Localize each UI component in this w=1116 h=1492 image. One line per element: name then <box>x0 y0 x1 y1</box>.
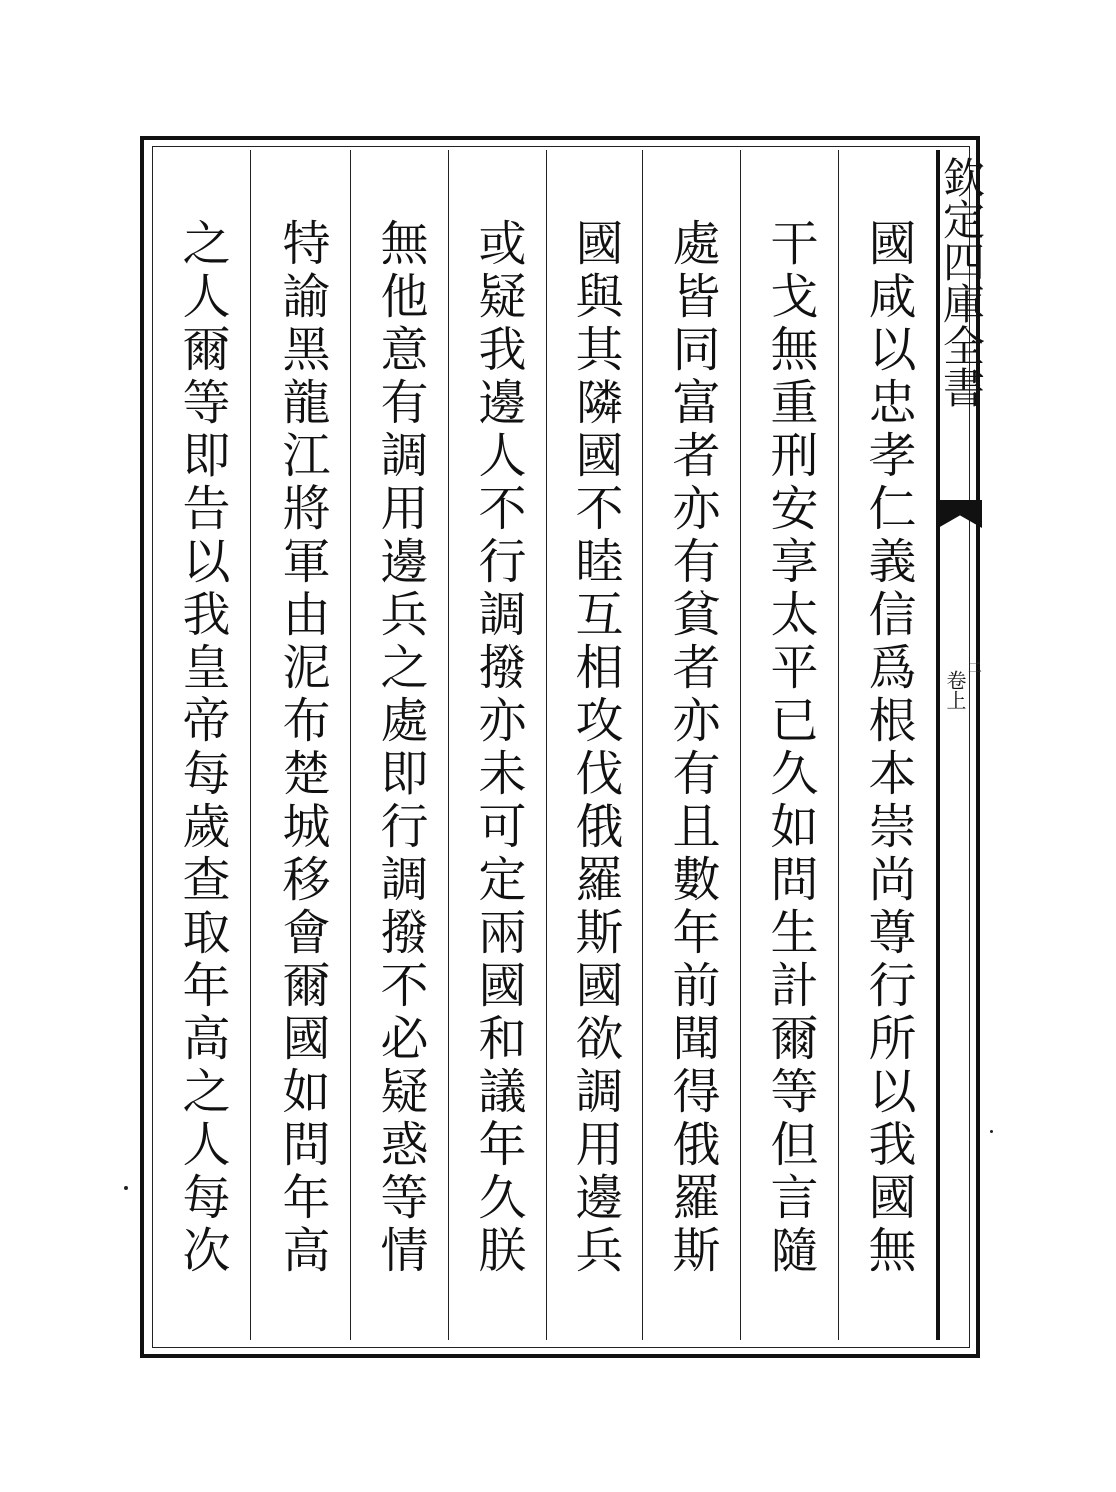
column-divider <box>740 150 741 1340</box>
text-column-4: 國與其隣國不睦互相攻伐俄羅斯國欲調用邊兵 <box>567 218 623 1278</box>
text-column-6: 無他意有調用邊兵之處即行調撥不必疑惑等情 <box>372 218 428 1278</box>
book-title: 欽定四庫全書 <box>937 156 986 408</box>
column-divider <box>546 150 547 1340</box>
column-divider <box>642 150 643 1340</box>
ink-speck <box>990 1130 993 1133</box>
margin-column <box>936 150 984 1340</box>
page-frame <box>140 136 980 1358</box>
juan-label: 卷上 <box>943 670 967 710</box>
text-column-2: 干戈無重刑安享太平已久如問生計爾等但言隨 <box>762 218 818 1278</box>
fish-tail-mark <box>938 500 982 528</box>
column-divider <box>250 150 251 1340</box>
text-column-3: 處皆同富者亦有貧者亦有且數年前聞得俄羅斯 <box>664 218 720 1278</box>
text-column-5: 或疑我邊人不行調撥亦未可定兩國和議年久朕 <box>470 218 526 1278</box>
column-divider <box>448 150 449 1340</box>
text-column-7: 特諭黑龍江將軍由泥布楚城移會爾國如問年高 <box>274 218 330 1278</box>
column-divider <box>838 150 839 1340</box>
ink-speck <box>124 1186 128 1190</box>
folio-number: 二 <box>966 660 982 674</box>
column-divider <box>350 150 351 1340</box>
text-column-8: 之人爾等即告以我皇帝每歲查取年高之人每次 <box>174 218 230 1278</box>
text-column-1: 國咸以忠孝仁義信爲根本崇尚尊行所以我國無 <box>860 218 916 1278</box>
